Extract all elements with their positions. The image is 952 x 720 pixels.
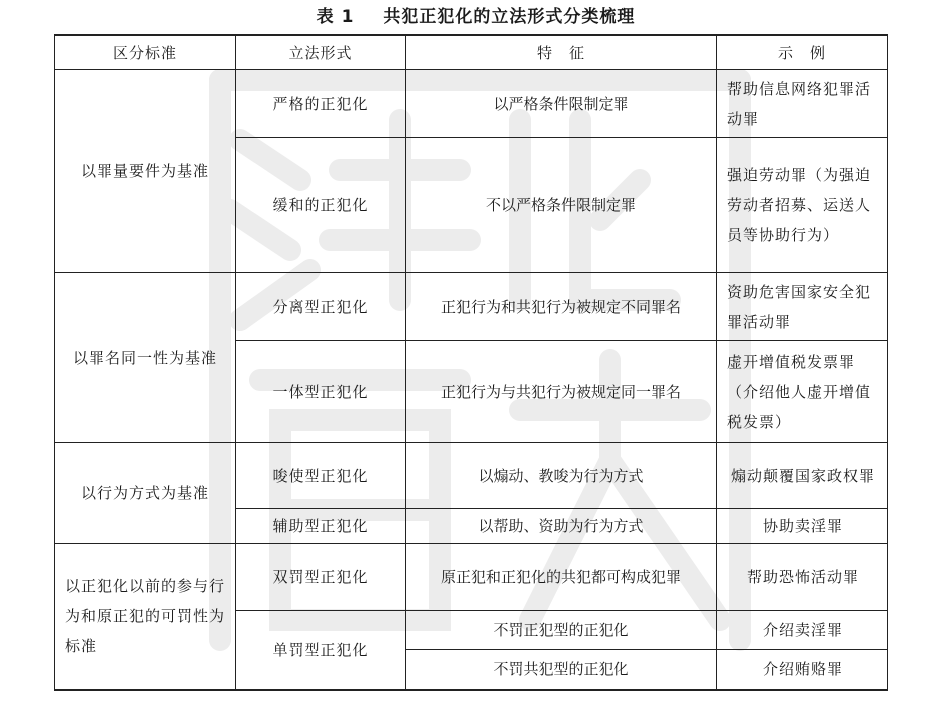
classification-table <box>54 34 888 691</box>
form-cell: 分离型正犯化 <box>236 273 406 341</box>
table-row <box>55 70 888 138</box>
criterion-cell: 以罪量要件为基准 <box>55 70 236 273</box>
feature-cell: 不罚共犯型的正犯化 <box>406 650 717 690</box>
form-cell: 唆使型正犯化 <box>236 443 406 509</box>
form-cell: 双罚型正犯化 <box>236 544 406 611</box>
svg-text:法北 寶大: 法北 寶大 <box>455 352 505 363</box>
example-cell: 帮助信息网络犯罪活动罪 <box>717 70 888 138</box>
table-caption <box>0 2 952 27</box>
criterion-cell: 以正犯化以前的参与行为和原正犯的可罚性为标准 <box>55 544 236 690</box>
example-cell: 资助危害国家安全犯罪活动罪 <box>717 273 888 341</box>
example-cell: 介绍贿赂罪 <box>717 650 888 690</box>
feature-cell: 正犯行为和共犯行为被规定不同罪名 <box>406 273 717 341</box>
header-example: 示 例 <box>717 35 888 70</box>
feature-cell: 以煽动、教唆为行为方式 <box>406 443 717 509</box>
form-cell: 严格的正犯化 <box>236 70 406 138</box>
feature-cell: 原正犯和正犯化的共犯都可构成犯罪 <box>406 544 717 611</box>
example-cell: 强迫劳动罪（为强迫劳动者招募、运送人员等协助行为） <box>717 138 888 273</box>
example-cell: 虚开增值税发票罪（介绍他人虚开增值税发票） <box>717 341 888 443</box>
criterion-cell: 以行为方式为基准 <box>55 443 236 544</box>
example-cell: 协助卖淫罪 <box>717 509 888 544</box>
header-form: 立法形式 <box>236 35 406 70</box>
feature-cell: 不罚正犯型的正犯化 <box>406 611 717 650</box>
example-cell: 介绍卖淫罪 <box>717 611 888 650</box>
form-cell: 缓和的正犯化 <box>236 138 406 273</box>
form-cell: 一体型正犯化 <box>236 341 406 443</box>
example-cell: 煽动颠覆国家政权罪 <box>717 443 888 509</box>
form-cell: 辅助型正犯化 <box>236 509 406 544</box>
header-criterion: 区分标准 <box>55 35 236 70</box>
example-cell: 帮助恐怖活动罪 <box>717 544 888 611</box>
caption-title: 共犯正犯化的立法形式分类梳理 <box>383 7 636 27</box>
header-row <box>55 35 888 70</box>
header-feature: 特 征 <box>406 35 717 70</box>
table-row <box>55 273 888 341</box>
feature-cell: 不以严格条件限制定罪 <box>406 138 717 273</box>
table-row <box>55 443 888 509</box>
form-cell: 单罚型正犯化 <box>236 611 406 690</box>
feature-cell: 以帮助、资助为行为方式 <box>406 509 717 544</box>
table-row <box>55 544 888 611</box>
caption-number: 表 1 <box>316 7 355 27</box>
feature-cell: 正犯行为与共犯行为被规定同一罪名 <box>406 341 717 443</box>
feature-cell: 以严格条件限制定罪 <box>406 70 717 138</box>
criterion-cell: 以罪名同一性为基准 <box>55 273 236 443</box>
